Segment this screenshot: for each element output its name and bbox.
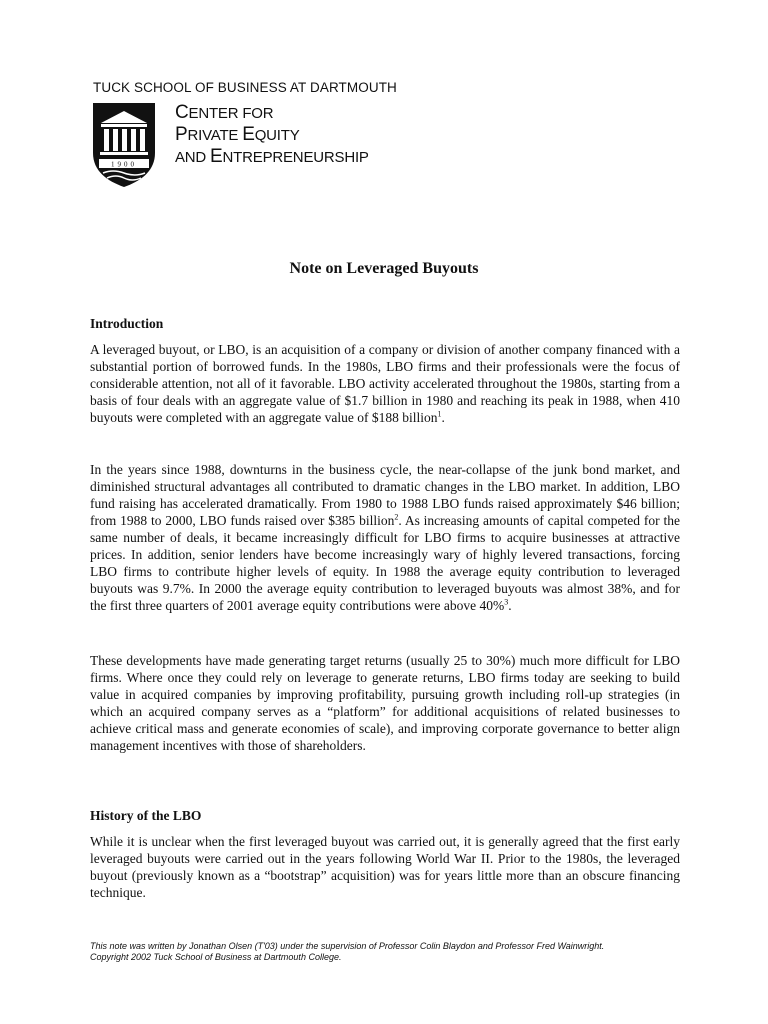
history-heading: History of the LBO [90, 808, 202, 823]
intro-paragraph-2: In the years since 1988, downturns in the business cycle, the near-collapse of the junk bond market, and diminished structural advantages all contributed to dramatic changes in the LBO market. In addition, LBO fund raising has accelerated dramatically. From 1980 to 1988 LBO funds raised approximately $46 billion; from 1988 to 2000, LBO funds raised over $385 billion$^2$. As increasing amounts of capital competed for the same number of deals, it became increasingly difficult for LBO firms to acquire businesses at attractive prices. In addition, senior lenders have become increasingly wary of highly levered transactions, forcing LBO firms to contribute higher levels of equity. In 1988 the average equity contribution to leveraged buyouts was 9.7%. In 2000 the average equity contribution to leveraged buyouts was almost 38%, and for the first three quarters of 2001 average equity contributions were above 40%$^3$. [90, 462, 680, 613]
footnote-line-2: Copyright 2002 Tuck School of Business at Dartmouth College. [90, 952, 342, 962]
document-title: Note on Leveraged Buyouts [289, 260, 479, 277]
center-name [175, 102, 369, 168]
center-line-2: PRIVATE EQUITY [175, 124, 300, 145]
school-name: TUCK SCHOOL OF BUSINESS AT DARTMOUTH [93, 80, 397, 95]
footnote-line-1: This note was written by Jonathan Olsen (T'03) under the supervision of Professor Colin Blaydon and Professor Fred Wainwright. [90, 941, 605, 951]
intro-paragraph-1: A leveraged buyout, or LBO, is an acquisition of a company or division of another company financed with a substantial portion of borrowed funds. In the 1980s, LBO firms and their professionals were the focus of considerable attention, not all of it favorable. LBO activity accelerated throughout the 1980s, starting from a basis of four deals with an aggregate value of $1.7 billion in 1980 and reaching its peak in 1988, when 410 buyouts were completed with an aggregate value of $188 billion$^1$. [90, 342, 680, 425]
footnote-ref-3[interactable]: 3 [504, 597, 509, 607]
footnote-ref-1[interactable]: 1 [437, 409, 442, 419]
center-line-1: CENTER FOR [175, 102, 274, 123]
footnote-ref-2[interactable]: 2 [394, 512, 399, 522]
authorship-footnote [90, 941, 690, 963]
seal-year: 1900 [111, 160, 137, 169]
history-paragraph-1: While it is unclear when the first leveraged buyout was carried out, it is generally agreed that the first early leveraged buyouts were carried out in the years following World War II. Prior to the 1980s, the leveraged buyout (previously known as a “bootstrap” acquisition) was for years little more than an obscure financing technique. [90, 834, 680, 900]
intro-heading: Introduction [90, 316, 164, 331]
intro-paragraph-3: These developments have made generating target returns (usually 25 to 30%) much more difficult for LBO firms. Where once they could rely on leverage to generate returns, LBO firms today are seeking to build value in acquired companies by improving profitability, pursuing growth including roll-up strategies (in which an acquired company serves as a “platform” for additional acquisitions of related businesses to achieve critical mass and generate economies of scale), and improving corporate governance to better align management incentives with those of shareholders. [90, 653, 680, 753]
tuck-shield-logo-icon [91, 101, 157, 189]
center-line-3: AND ENTREPRENEURSHIP [175, 146, 369, 167]
